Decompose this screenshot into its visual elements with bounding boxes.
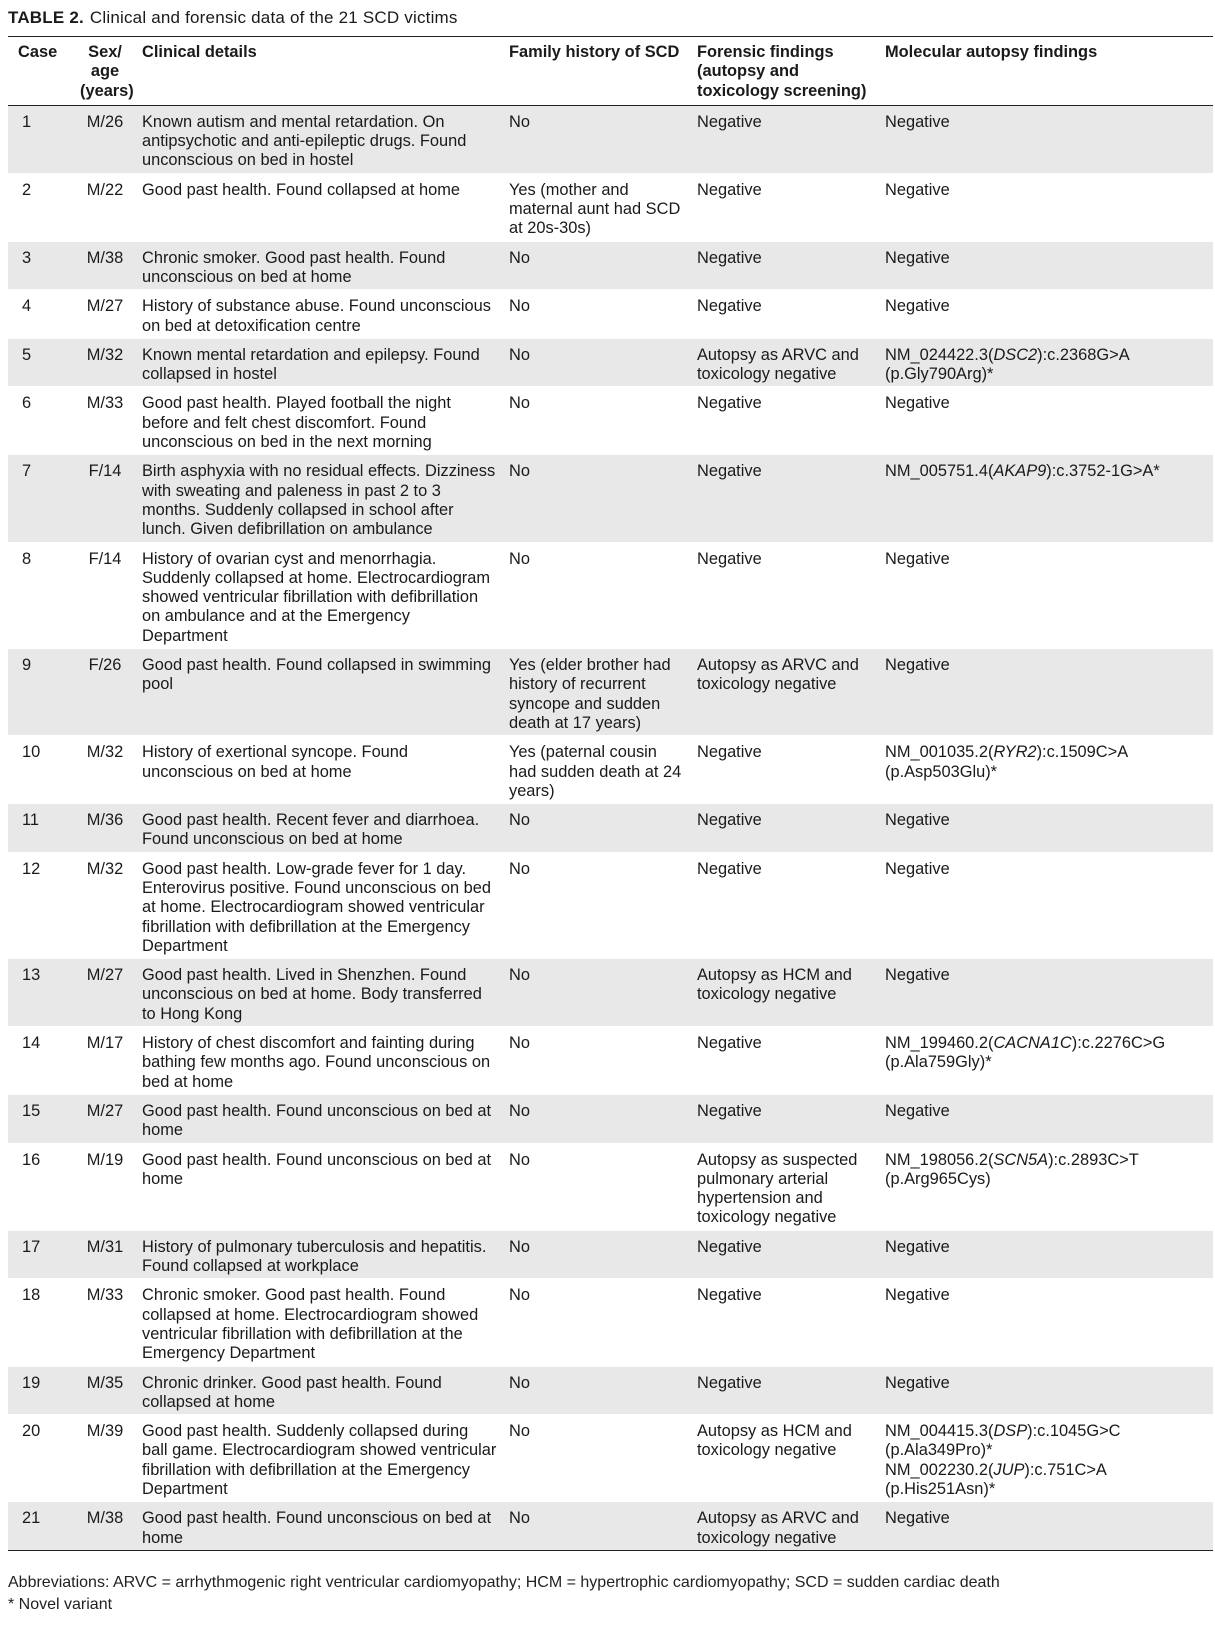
- cell-family-history: No: [509, 811, 530, 830]
- cell-case: 1: [22, 112, 32, 131]
- variant-text: Negative: [885, 811, 950, 830]
- cell-clinical-details: Good past health. Found collapsed in swimming pool: [142, 656, 491, 694]
- cell-sex-age: M/27: [86, 297, 124, 316]
- table-body: [8, 105, 1213, 1550]
- variant-text: Negative: [885, 966, 950, 985]
- variant-text: Negative: [885, 180, 950, 199]
- cell-sex-age: M/31: [86, 1237, 124, 1256]
- cell-forensic-findings: Negative: [697, 112, 762, 131]
- gene-name: DSC2: [993, 345, 1038, 364]
- cell-sex-age: M/39: [86, 1422, 124, 1441]
- header-molecular-findings: Molecular autopsy findings: [885, 43, 1098, 61]
- cell-sex-age: M/33: [86, 394, 124, 413]
- table-row: [8, 649, 1213, 736]
- cell-forensic-findings: Negative: [697, 1237, 762, 1256]
- cell-clinical-details: History of substance abuse. Found unconscious on bed at detoxification centre: [142, 297, 491, 335]
- cell-molecular-findings: [879, 241, 1213, 290]
- cell-clinical-details: History of pulmonary tuberculosis and hepatitis. Found collapsed at workplace: [142, 1237, 487, 1276]
- header-forensic-findings: Forensic findings (autopsy and toxicology screening): [697, 43, 867, 100]
- cell-forensic-findings: Autopsy as ARVC and toxicology negative: [697, 1509, 859, 1547]
- cell-case: 9: [22, 656, 32, 675]
- variant-text: Negative: [885, 656, 950, 675]
- cell-molecular-findings: [879, 105, 1213, 173]
- cell-clinical-details: Good past health. Found collapsed at home: [142, 180, 461, 199]
- cell-clinical-details: Good past health. Lived in Shenzhen. Found unconscious on bed at home. Body transferred to Hong Kong: [142, 966, 482, 1023]
- cell-sex-age: M/17: [86, 1034, 124, 1053]
- variant-text: NM_001035.2(: [885, 743, 994, 762]
- cell-forensic-findings: Negative: [697, 811, 762, 830]
- cell-clinical-details: Good past health. Found unconscious on bed at home: [142, 1150, 492, 1188]
- cell-forensic-findings: Negative: [697, 394, 762, 413]
- cell-family-history: No: [509, 1286, 530, 1305]
- cell-forensic-findings: Autopsy as HCM and toxicology negative: [697, 966, 852, 1004]
- cell-family-history: No: [509, 1101, 530, 1120]
- variant-text: ):c.3752-1G>A*: [1046, 462, 1160, 481]
- table-row: [8, 959, 1213, 1027]
- variant-text: Negative: [885, 297, 950, 316]
- cell-forensic-findings: Negative: [697, 180, 762, 199]
- table-label: TABLE 2.: [8, 8, 84, 27]
- cell-forensic-findings: Negative: [697, 859, 762, 878]
- cell-forensic-findings: Negative: [697, 462, 762, 481]
- cell-sex-age: M/32: [86, 743, 124, 762]
- table-caption: [8, 8, 458, 28]
- cell-clinical-details: Chronic smoker. Good past health. Found unconscious on bed at home: [142, 248, 446, 286]
- clinical-forensic-table: [8, 36, 1213, 1551]
- cell-forensic-findings: Negative: [697, 1101, 762, 1120]
- table-row: [8, 105, 1213, 173]
- variant-text: ):c.2276C>G (p.Ala759Gly)*: [885, 1034, 1166, 1072]
- variant-text: NM_198056.2(: [885, 1150, 994, 1169]
- table-row: [8, 542, 1213, 648]
- table-row: [8, 338, 1213, 387]
- table-row: [8, 455, 1213, 542]
- variant-text: Negative: [885, 1509, 950, 1528]
- table-header-row: [8, 37, 1213, 106]
- variant-text: NM_005751.4(: [885, 462, 994, 481]
- variant-text: ):c.1045G>C (p.Ala349Pro)* NM_002230.2(: [885, 1422, 1121, 1479]
- cell-sex-age: M/22: [86, 180, 124, 199]
- table-row: [8, 290, 1213, 339]
- cell-sex-age: F/14: [88, 462, 122, 481]
- table-row: [8, 1230, 1213, 1279]
- variant-text: Negative: [885, 549, 950, 568]
- cell-forensic-findings: Negative: [697, 248, 762, 267]
- cell-sex-age: F/14: [88, 549, 122, 568]
- cell-clinical-details: Good past health. Played football the night before and felt chest discomfort. Found unconscious on bed in the next morning: [142, 394, 451, 452]
- gene-name: SCN5A: [993, 1150, 1049, 1169]
- cell-sex-age: M/38: [86, 1509, 124, 1528]
- cell-sex-age: M/19: [86, 1150, 124, 1169]
- novel-variant-note: * Novel variant: [8, 1596, 113, 1613]
- cell-forensic-findings: Negative: [697, 1286, 762, 1305]
- variant-text: Negative: [885, 394, 950, 413]
- variant-text: ):c.1509C>A (p.Asp503Glu)*: [885, 743, 1128, 781]
- header-sex-age: Sex/ age (years): [80, 43, 134, 100]
- cell-family-history: No: [509, 1034, 530, 1053]
- cell-case: 11: [22, 811, 40, 830]
- variant-text: ):c.2893C>T (p.Arg965Cys): [885, 1150, 1139, 1188]
- gene-name: JUP: [993, 1460, 1025, 1479]
- variant-text: Negative: [885, 112, 950, 131]
- cell-family-history: No: [509, 394, 530, 413]
- cell-clinical-details: Known autism and mental retardation. On antipsychotic and anti-epileptic drugs. Found unconscious on bed in hostel: [142, 112, 467, 170]
- cell-family-history: No: [509, 1509, 530, 1528]
- cell-case: 7: [22, 462, 32, 481]
- cell-molecular-findings: [879, 1279, 1213, 1366]
- gene-name: RYR2: [993, 743, 1037, 762]
- cell-family-history: No: [509, 1422, 530, 1441]
- table-row: [8, 1502, 1213, 1551]
- cell-forensic-findings: Negative: [697, 549, 762, 568]
- cell-forensic-findings: Autopsy as ARVC and toxicology negative: [697, 656, 859, 694]
- cell-molecular-findings: [879, 338, 1213, 387]
- cell-molecular-findings: [879, 959, 1213, 1027]
- cell-molecular-findings: [879, 736, 1213, 804]
- table-row: [8, 173, 1213, 241]
- table-row: [8, 1279, 1213, 1366]
- variant-text: Negative: [885, 1101, 950, 1120]
- cell-case: 4: [22, 297, 32, 316]
- cell-clinical-details: Good past health. Low-grade fever for 1 day. Enterovirus positive. Found unconscious on bed at home. Electrocardiogram showed ventricular fibrillation with defibrillation at the Emergency Department: [142, 859, 491, 955]
- cell-clinical-details: History of chest discomfort and fainting during bathing few months ago. Found unconscious on bed at home: [142, 1034, 491, 1091]
- cell-forensic-findings: Negative: [697, 297, 762, 316]
- table-row: [8, 852, 1213, 958]
- cell-case: 2: [22, 180, 32, 199]
- cell-molecular-findings: [879, 649, 1213, 736]
- cell-family-history: No: [509, 112, 530, 131]
- cell-case: 3: [22, 248, 32, 267]
- table-row: [8, 1415, 1213, 1502]
- cell-family-history: No: [509, 966, 530, 985]
- cell-family-history: No: [509, 345, 530, 364]
- variant-text: NM_024422.3(: [885, 345, 994, 364]
- cell-forensic-findings: Negative: [697, 1373, 762, 1392]
- cell-case: 18: [22, 1286, 41, 1305]
- cell-family-history: No: [509, 1150, 530, 1169]
- cell-sex-age: M/32: [86, 345, 124, 364]
- cell-case: 10: [22, 743, 41, 762]
- gene-name: AKAP9: [993, 462, 1047, 481]
- cell-case: 16: [22, 1150, 41, 1169]
- cell-sex-age: M/36: [86, 811, 124, 830]
- cell-sex-age: M/33: [86, 1286, 124, 1305]
- cell-forensic-findings: Autopsy as suspected pulmonary arterial hypertension and toxicology negative: [697, 1150, 858, 1227]
- cell-forensic-findings: Autopsy as ARVC and toxicology negative: [697, 345, 859, 384]
- cell-forensic-findings: Negative: [697, 743, 762, 762]
- cell-clinical-details: Birth asphyxia with no residual effects. Dizziness with sweating and paleness in past 2 to 3 months. Suddenly collapsed in school after lunch. Given defibrillation on ambulance: [142, 462, 496, 539]
- cell-molecular-findings: [879, 804, 1213, 853]
- cell-case: 15: [22, 1101, 41, 1120]
- cell-family-history: No: [509, 1373, 530, 1392]
- cell-family-history: Yes (mother and maternal aunt had SCD at 20s-30s): [509, 180, 681, 238]
- header-clinical-details: Clinical details: [142, 43, 257, 61]
- cell-case: 12: [22, 859, 41, 878]
- header-family-history: Family history of SCD: [509, 43, 680, 61]
- gene-name: CACNA1C: [993, 1034, 1072, 1053]
- cell-case: 5: [22, 345, 32, 364]
- cell-molecular-findings: [879, 1143, 1213, 1230]
- cell-clinical-details: Good past health. Found unconscious on bed at home: [142, 1101, 492, 1140]
- cell-case: 20: [22, 1422, 41, 1441]
- cell-family-history: No: [509, 248, 530, 267]
- table-row: [8, 1027, 1213, 1095]
- cell-molecular-findings: [879, 542, 1213, 648]
- cell-case: 8: [22, 549, 32, 568]
- variant-text: NM_004415.3(: [885, 1422, 994, 1441]
- table-row: [8, 387, 1213, 455]
- variant-text: Negative: [885, 248, 950, 267]
- table-row: [8, 736, 1213, 804]
- cell-clinical-details: Good past health. Recent fever and diarrhoea. Found unconscious on bed at home: [142, 811, 480, 849]
- header-case: Case: [18, 43, 58, 61]
- table-footer: [8, 1572, 1000, 1616]
- cell-molecular-findings: [879, 173, 1213, 241]
- table-row: [8, 804, 1213, 853]
- cell-molecular-findings: [879, 1027, 1213, 1095]
- cell-family-history: Yes (elder brother had history of recurrent syncope and sudden death at 17 years): [509, 656, 671, 732]
- cell-clinical-details: History of ovarian cyst and menorrhagia. Suddenly collapsed at home. Electrocardiogram showed ventricular fibrillation with defibrillation on ambulance and at the Emergency Department: [142, 549, 491, 645]
- cell-molecular-findings: [879, 387, 1213, 455]
- cell-clinical-details: Chronic smoker. Good past health. Found collapsed at home. Electrocardiogram showed ventricular fibrillation with defibrillation at the Emergency Department: [142, 1286, 479, 1363]
- cell-family-history: No: [509, 1237, 530, 1256]
- table-row: [8, 1094, 1213, 1143]
- variant-text: Negative: [885, 1373, 950, 1392]
- variant-text: ):c.751C>A (p.His251Asn)*: [885, 1460, 1106, 1498]
- variant-text: ):c.2368G>A (p.Gly790Arg)*: [885, 345, 1129, 384]
- cell-forensic-findings: Autopsy as HCM and toxicology negative: [697, 1422, 852, 1460]
- cell-case: 19: [22, 1373, 41, 1392]
- cell-molecular-findings: [879, 1502, 1213, 1551]
- cell-family-history: No: [509, 859, 530, 878]
- cell-molecular-findings: [879, 852, 1213, 958]
- cell-family-history: No: [509, 549, 530, 568]
- cell-case: 21: [22, 1509, 41, 1528]
- abbreviations-note: Abbreviations: ARVC = arrhythmogenic right ventricular cardiomyopathy; HCM = hypertrophic cardiomyopathy; SCD = sudden cardiac death: [8, 1574, 1000, 1591]
- cell-sex-age: M/38: [86, 248, 124, 267]
- cell-sex-age: F/26: [88, 656, 122, 675]
- gene-name: DSP: [993, 1422, 1028, 1441]
- cell-sex-age: M/26: [86, 112, 124, 131]
- cell-molecular-findings: [879, 455, 1213, 542]
- cell-molecular-findings: [879, 1230, 1213, 1279]
- table-row: [8, 1143, 1213, 1230]
- cell-clinical-details: Chronic drinker. Good past health. Found collapsed at home: [142, 1373, 442, 1411]
- cell-molecular-findings: [879, 290, 1213, 339]
- table-row: [8, 241, 1213, 290]
- table-title: Clinical and forensic data of the 21 SCD victims: [89, 8, 458, 27]
- cell-clinical-details: Good past health. Found unconscious on bed at home: [142, 1509, 492, 1547]
- cell-sex-age: M/27: [86, 966, 124, 985]
- cell-clinical-details: Known mental retardation and epilepsy. Found collapsed in hostel: [142, 345, 480, 384]
- variant-text: NM_199460.2(: [885, 1034, 994, 1053]
- variant-text: Negative: [885, 1237, 950, 1256]
- cell-sex-age: M/32: [86, 859, 124, 878]
- cell-clinical-details: Good past health. Suddenly collapsed during ball game. Electrocardiogram showed ventricular fibrillation with defibrillation at the Emergency Department: [142, 1422, 497, 1498]
- cell-case: 17: [22, 1237, 41, 1256]
- variant-text: Negative: [885, 1286, 950, 1305]
- cell-forensic-findings: Negative: [697, 1034, 762, 1053]
- cell-family-history: No: [509, 462, 530, 481]
- cell-case: 6: [22, 394, 32, 413]
- variant-text: Negative: [885, 859, 950, 878]
- table-row: [8, 1366, 1213, 1415]
- cell-case: 13: [22, 966, 41, 985]
- cell-family-history: Yes (paternal cousin had sudden death at 24 years): [509, 743, 682, 800]
- cell-clinical-details: History of exertional syncope. Found unconscious on bed at home: [142, 743, 409, 781]
- cell-molecular-findings: [879, 1415, 1213, 1502]
- cell-family-history: No: [509, 297, 530, 316]
- cell-molecular-findings: [879, 1094, 1213, 1143]
- cell-molecular-findings: [879, 1366, 1213, 1415]
- cell-sex-age: M/35: [86, 1373, 124, 1392]
- cell-case: 14: [22, 1034, 41, 1053]
- cell-sex-age: M/27: [86, 1101, 124, 1120]
